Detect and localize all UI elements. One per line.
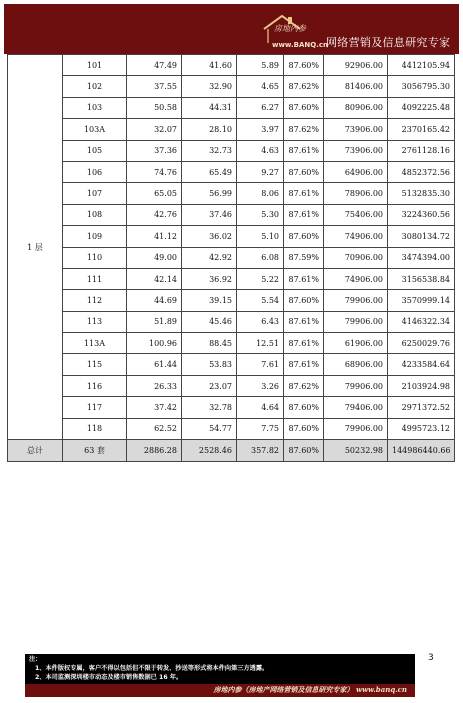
table-row xyxy=(8,418,455,439)
unit-number-cell: 103A xyxy=(63,119,127,140)
value-cell: 87.61% xyxy=(284,333,324,354)
value-cell: 87.61% xyxy=(284,354,324,375)
value-cell: 26.33 xyxy=(127,375,182,396)
total-units: 63 套 xyxy=(63,440,127,462)
value-cell: 87.60% xyxy=(284,418,324,439)
value-cell: 37.46 xyxy=(182,204,237,225)
value-cell: 65.49 xyxy=(182,161,237,182)
total-value-cell: 2528.46 xyxy=(182,440,237,462)
value-cell: 88.45 xyxy=(182,333,237,354)
unit-number-cell: 102 xyxy=(63,76,127,97)
table-row xyxy=(8,55,455,76)
note-line: 1、本件版权专属，客户不得以包括但不限于转发、抄送等形式将本件向第三方透露。 xyxy=(35,665,269,672)
value-cell: 64906.00 xyxy=(324,161,388,182)
unit-number-cell: 101 xyxy=(63,55,127,76)
unit-number-cell: 103 xyxy=(63,97,127,118)
value-cell: 45.46 xyxy=(182,311,237,332)
value-cell: 47.49 xyxy=(127,55,182,76)
unit-table xyxy=(7,54,455,462)
total-value-cell: 357.82 xyxy=(237,440,284,462)
table-row xyxy=(8,397,455,418)
value-cell: 61.44 xyxy=(127,354,182,375)
value-cell: 3156538.84 xyxy=(388,268,455,289)
table-row xyxy=(8,247,455,268)
value-cell: 87.61% xyxy=(284,140,324,161)
value-cell: 53.83 xyxy=(182,354,237,375)
value-cell: 5132835.30 xyxy=(388,183,455,204)
total-value-cell: 50232.98 xyxy=(324,440,388,462)
value-cell: 44.31 xyxy=(182,97,237,118)
footer-bar xyxy=(25,684,415,697)
value-cell: 79406.00 xyxy=(324,397,388,418)
value-cell: 6.08 xyxy=(237,247,284,268)
value-cell: 44.69 xyxy=(127,290,182,311)
value-cell: 87.60% xyxy=(284,97,324,118)
unit-number-cell: 105 xyxy=(63,140,127,161)
notes-title: 注： xyxy=(29,656,42,663)
value-cell: 6.27 xyxy=(237,97,284,118)
value-cell: 23.07 xyxy=(182,375,237,396)
value-cell: 87.60% xyxy=(284,397,324,418)
value-cell: 74906.00 xyxy=(324,226,388,247)
value-cell: 62.52 xyxy=(127,418,182,439)
table-row xyxy=(8,290,455,311)
value-cell: 28.10 xyxy=(182,119,237,140)
value-cell: 87.60% xyxy=(284,161,324,182)
value-cell: 5.10 xyxy=(237,226,284,247)
table-row xyxy=(8,183,455,204)
value-cell: 3.97 xyxy=(237,119,284,140)
brand-name: 房地内参 xyxy=(274,24,306,33)
value-cell: 37.42 xyxy=(127,397,182,418)
value-cell: 4852372.56 xyxy=(388,161,455,182)
unit-number-cell: 111 xyxy=(63,268,127,289)
value-cell: 92906.00 xyxy=(324,55,388,76)
value-cell: 87.60% xyxy=(284,290,324,311)
page-number: 3 xyxy=(428,653,434,663)
value-cell: 32.90 xyxy=(182,76,237,97)
value-cell: 3474394.00 xyxy=(388,247,455,268)
value-cell: 87.61% xyxy=(284,311,324,332)
value-cell: 80906.00 xyxy=(324,97,388,118)
unit-table-body xyxy=(8,55,455,462)
value-cell: 70906.00 xyxy=(324,247,388,268)
value-cell: 7.75 xyxy=(237,418,284,439)
brand-url: www.BANQ.cn xyxy=(272,41,328,49)
value-cell: 79906.00 xyxy=(324,418,388,439)
value-cell: 79906.00 xyxy=(324,290,388,311)
value-cell: 4.64 xyxy=(237,397,284,418)
value-cell: 4995723.12 xyxy=(388,418,455,439)
value-cell: 9.27 xyxy=(237,161,284,182)
value-cell: 42.76 xyxy=(127,204,182,225)
unit-number-cell: 112 xyxy=(63,290,127,311)
unit-number-cell: 113A xyxy=(63,333,127,354)
unit-number-cell: 109 xyxy=(63,226,127,247)
unit-number-cell: 107 xyxy=(63,183,127,204)
total-value-cell: 2886.28 xyxy=(127,440,182,462)
unit-number-cell: 117 xyxy=(63,397,127,418)
value-cell: 87.59% xyxy=(284,247,324,268)
value-cell: 54.77 xyxy=(182,418,237,439)
value-cell: 42.14 xyxy=(127,268,182,289)
table-row xyxy=(8,333,455,354)
value-cell: 79906.00 xyxy=(324,311,388,332)
value-cell: 32.78 xyxy=(182,397,237,418)
value-cell: 3056795.30 xyxy=(388,76,455,97)
value-cell: 50.58 xyxy=(127,97,182,118)
table-row xyxy=(8,226,455,247)
value-cell: 87.61% xyxy=(284,268,324,289)
value-cell: 12.51 xyxy=(237,333,284,354)
value-cell: 7.61 xyxy=(237,354,284,375)
total-label: 总计 xyxy=(8,440,63,462)
value-cell: 51.89 xyxy=(127,311,182,332)
floor-label: 1 层 xyxy=(8,55,63,440)
value-cell: 73906.00 xyxy=(324,140,388,161)
value-cell: 74.76 xyxy=(127,161,182,182)
unit-number-cell: 116 xyxy=(63,375,127,396)
unit-number-cell: 106 xyxy=(63,161,127,182)
value-cell: 2761128.16 xyxy=(388,140,455,161)
header-banner xyxy=(4,4,459,54)
table-row xyxy=(8,354,455,375)
table-row xyxy=(8,268,455,289)
value-cell: 6.43 xyxy=(237,311,284,332)
table-row xyxy=(8,375,455,396)
value-cell: 5.54 xyxy=(237,290,284,311)
value-cell: 4146322.34 xyxy=(388,311,455,332)
value-cell: 87.62% xyxy=(284,375,324,396)
table-row xyxy=(8,97,455,118)
value-cell: 81406.00 xyxy=(324,76,388,97)
value-cell: 56.99 xyxy=(182,183,237,204)
unit-number-cell: 108 xyxy=(63,204,127,225)
table-row xyxy=(8,311,455,332)
value-cell: 79906.00 xyxy=(324,375,388,396)
total-value-cell: 87.60% xyxy=(284,440,324,462)
value-cell: 73906.00 xyxy=(324,119,388,140)
value-cell: 87.60% xyxy=(284,55,324,76)
unit-number-cell: 110 xyxy=(63,247,127,268)
value-cell: 2103924.98 xyxy=(388,375,455,396)
table-row xyxy=(8,161,455,182)
value-cell: 3224360.56 xyxy=(388,204,455,225)
value-cell: 74906.00 xyxy=(324,268,388,289)
value-cell: 42.92 xyxy=(182,247,237,268)
unit-number-cell: 118 xyxy=(63,418,127,439)
value-cell: 87.62% xyxy=(284,119,324,140)
value-cell: 4233584.64 xyxy=(388,354,455,375)
value-cell: 4.63 xyxy=(237,140,284,161)
value-cell: 37.55 xyxy=(127,76,182,97)
value-cell: 41.60 xyxy=(182,55,237,76)
value-cell: 8.06 xyxy=(237,183,284,204)
value-cell: 61906.00 xyxy=(324,333,388,354)
value-cell: 2370165.42 xyxy=(388,119,455,140)
value-cell: 5.89 xyxy=(237,55,284,76)
value-cell: 41.12 xyxy=(127,226,182,247)
value-cell: 3080134.72 xyxy=(388,226,455,247)
value-cell: 2971372.52 xyxy=(388,397,455,418)
value-cell: 4.65 xyxy=(237,76,284,97)
value-cell: 6250029.76 xyxy=(388,333,455,354)
unit-number-cell: 113 xyxy=(63,311,127,332)
value-cell: 87.60% xyxy=(284,226,324,247)
value-cell: 78906.00 xyxy=(324,183,388,204)
table-row xyxy=(8,140,455,161)
value-cell: 3.26 xyxy=(237,375,284,396)
value-cell: 36.02 xyxy=(182,226,237,247)
value-cell: 36.92 xyxy=(182,268,237,289)
value-cell: 37.36 xyxy=(127,140,182,161)
value-cell: 87.61% xyxy=(284,204,324,225)
value-cell: 4412105.94 xyxy=(388,55,455,76)
value-cell: 3570999.14 xyxy=(388,290,455,311)
value-cell: 68906.00 xyxy=(324,354,388,375)
note-line: 2、本司监测深圳楼市动态及楼市销售数据已 16 年。 xyxy=(35,674,183,681)
header-tagline: 网络营销及信息研究专家 xyxy=(326,36,451,49)
value-cell: 5.30 xyxy=(237,204,284,225)
total-value-cell: 144986440.66 xyxy=(388,440,455,462)
notes-box xyxy=(25,654,415,686)
total-row xyxy=(8,440,455,462)
value-cell: 65.05 xyxy=(127,183,182,204)
table-row xyxy=(8,119,455,140)
unit-number-cell: 115 xyxy=(63,354,127,375)
value-cell: 32.73 xyxy=(182,140,237,161)
value-cell: 4092225.48 xyxy=(388,97,455,118)
table-row xyxy=(8,204,455,225)
table-row xyxy=(8,76,455,97)
value-cell: 32.07 xyxy=(127,119,182,140)
footer-text: 房地内参（房地产网络营销及信息研究专家） www.banq.cn xyxy=(213,685,407,694)
value-cell: 39.15 xyxy=(182,290,237,311)
value-cell: 75406.00 xyxy=(324,204,388,225)
value-cell: 87.62% xyxy=(284,76,324,97)
value-cell: 49.00 xyxy=(127,247,182,268)
value-cell: 87.61% xyxy=(284,183,324,204)
value-cell: 5.22 xyxy=(237,268,284,289)
value-cell: 100.96 xyxy=(127,333,182,354)
